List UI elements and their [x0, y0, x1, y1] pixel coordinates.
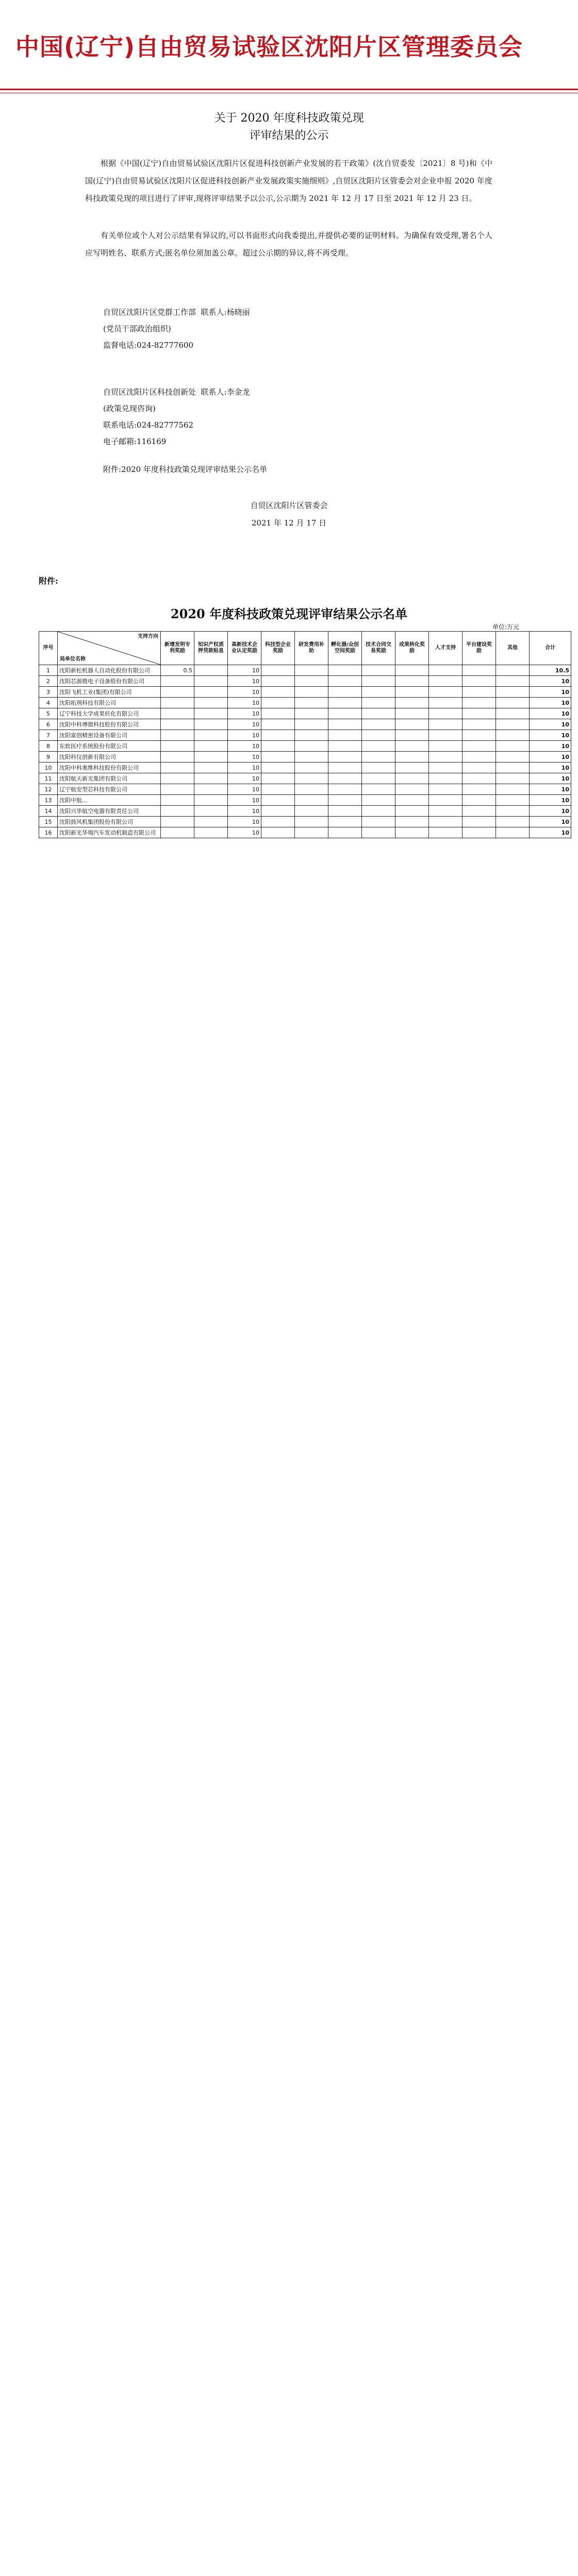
- cell-total: 10: [530, 676, 571, 687]
- header-col: 人才支持: [429, 632, 463, 665]
- list-title: 2020 年度科技政策兑现评审结果公示名单: [170, 606, 408, 621]
- table-row: [39, 827, 571, 838]
- cell-total: 10: [530, 741, 571, 752]
- cell-value: [161, 817, 194, 827]
- notice-title-line2: 评审结果的公示: [249, 129, 329, 142]
- attachment-reference: 附件:2020 年度科技政策兑现评审结果公示名单: [103, 465, 267, 474]
- cell-value: [362, 676, 395, 687]
- cell-value: [161, 687, 194, 698]
- cell-value: [194, 784, 228, 795]
- table-row: [39, 698, 571, 708]
- cell-value: [261, 784, 295, 795]
- cell-total: 10: [530, 730, 571, 741]
- cell-value: [463, 676, 496, 687]
- cell-total: 10: [530, 708, 571, 719]
- cell-value: [328, 827, 362, 838]
- cell-value: [295, 687, 328, 698]
- cell-value: [429, 708, 463, 719]
- cell-value: [194, 752, 228, 762]
- cell-value: 10: [228, 665, 261, 676]
- cell-total: 10.5: [530, 665, 571, 676]
- cell-value: [429, 741, 463, 752]
- cell-value: [328, 817, 362, 827]
- table-row: [39, 676, 571, 687]
- cell-no: 12: [39, 784, 58, 795]
- attachment-label: 附件:: [39, 576, 58, 586]
- cell-value: [194, 827, 228, 838]
- cell-value: [395, 741, 429, 752]
- table-row: [39, 752, 571, 762]
- cell-company: 沈阳芯源微电子设备股份有限公司: [58, 676, 161, 687]
- cell-value: [395, 687, 429, 698]
- cell-value: [194, 795, 228, 806]
- cell-value: [395, 665, 429, 676]
- cell-value: 10: [228, 817, 261, 827]
- cell-value: [295, 827, 328, 838]
- cell-value: [261, 762, 295, 773]
- cell-value: 10: [228, 730, 261, 741]
- table-header-row: [39, 632, 571, 665]
- cell-value: [429, 719, 463, 730]
- cell-value: [295, 698, 328, 708]
- cell-value: [295, 773, 328, 784]
- cell-value: [295, 752, 328, 762]
- cell-value: [194, 741, 228, 752]
- cell-value: [463, 687, 496, 698]
- cell-value: [362, 687, 395, 698]
- cell-value: [161, 795, 194, 806]
- cell-value: [429, 687, 463, 698]
- cell-value: [261, 676, 295, 687]
- cell-value: [362, 773, 395, 784]
- cell-value: [362, 719, 395, 730]
- cell-value: [496, 784, 530, 795]
- cell-value: [496, 676, 530, 687]
- cell-company: 沈阳科仪创新有限公司: [58, 752, 161, 762]
- cell-value: [362, 762, 395, 773]
- cell-value: [328, 752, 362, 762]
- cell-value: [261, 719, 295, 730]
- cell-total: 10: [530, 762, 571, 773]
- header-col: 新增发明专利奖励: [161, 632, 194, 665]
- cell-value: [261, 806, 295, 817]
- cell-value: [194, 708, 228, 719]
- cell-value: 10: [228, 676, 261, 687]
- cell-value: [328, 784, 362, 795]
- cell-value: [362, 827, 395, 838]
- header-no: 序号: [39, 632, 58, 665]
- cell-value: [429, 827, 463, 838]
- cell-no: 15: [39, 817, 58, 827]
- header-col: 成果转化奖励: [395, 632, 429, 665]
- cell-value: [295, 741, 328, 752]
- cell-value: [395, 806, 429, 817]
- signature-org: 自贸区沈阳片区管委会: [250, 501, 328, 510]
- table-row: [39, 784, 571, 795]
- cell-value: [161, 698, 194, 708]
- cell-value: [194, 719, 228, 730]
- cell-value: [429, 817, 463, 827]
- table-row: [39, 806, 571, 817]
- table-row: [39, 687, 571, 698]
- cell-company: 沈阳鼓风机集团股份有限公司: [58, 817, 161, 827]
- cell-value: [161, 730, 194, 741]
- cell-value: [194, 762, 228, 773]
- cell-value: [463, 698, 496, 708]
- cell-no: 3: [39, 687, 58, 698]
- cell-value: [429, 784, 463, 795]
- cell-value: [261, 698, 295, 708]
- cell-no: 16: [39, 827, 58, 838]
- cell-value: [496, 730, 530, 741]
- cell-no: 10: [39, 762, 58, 773]
- cell-value: [496, 762, 530, 773]
- cell-no: 14: [39, 806, 58, 817]
- corner-top-label: 支持方向: [138, 634, 158, 639]
- cell-value: [395, 817, 429, 827]
- cell-value: [362, 665, 395, 676]
- cell-value: [496, 806, 530, 817]
- cell-no: 8: [39, 741, 58, 752]
- cell-value: [496, 708, 530, 719]
- cell-value: [194, 730, 228, 741]
- cell-value: [328, 806, 362, 817]
- cell-value: [463, 719, 496, 730]
- cell-value: [496, 795, 530, 806]
- cell-value: [395, 730, 429, 741]
- cell-value: [295, 708, 328, 719]
- cell-no: 13: [39, 795, 58, 806]
- cell-value: 10: [228, 708, 261, 719]
- cell-total: 10: [530, 719, 571, 730]
- signature-date: 2021 年 12 月 17 日: [251, 518, 327, 528]
- cell-value: [463, 773, 496, 784]
- cell-total: 10: [530, 687, 571, 698]
- cell-value: [429, 698, 463, 708]
- cell-value: [463, 827, 496, 838]
- cell-value: [161, 752, 194, 762]
- header-col: 科技型企业奖励: [261, 632, 295, 665]
- cell-value: [362, 752, 395, 762]
- cell-value: [496, 741, 530, 752]
- cell-value: [328, 719, 362, 730]
- cell-value: 10: [228, 762, 261, 773]
- cell-total: 10: [530, 698, 571, 708]
- header-total: 合计: [530, 632, 571, 665]
- cell-value: [429, 730, 463, 741]
- cell-value: [295, 719, 328, 730]
- cell-value: [395, 752, 429, 762]
- cell-value: [261, 752, 295, 762]
- cell-value: 10: [228, 806, 261, 817]
- cell-value: [395, 762, 429, 773]
- header-col: 平台建设奖励: [463, 632, 496, 665]
- cell-total: 10: [530, 817, 571, 827]
- cell-value: 10: [228, 741, 261, 752]
- cell-value: [395, 784, 429, 795]
- cell-value: [295, 665, 328, 676]
- cell-total: 10: [530, 827, 571, 838]
- table-row: [39, 730, 571, 741]
- cell-value: [463, 752, 496, 762]
- cell-company: 沈阳中科博微科技股份有限公司: [58, 719, 161, 730]
- cell-value: [463, 741, 496, 752]
- cell-value: [395, 708, 429, 719]
- cell-value: [161, 762, 194, 773]
- notice-page: [0, 0, 578, 536]
- cell-company: 沈阳中航...: [58, 795, 161, 806]
- cell-company: 沈阳新光华翔汽车发动机制造有限公司: [58, 827, 161, 838]
- cell-value: [429, 762, 463, 773]
- notice-paragraph-2: 有关单位或个人对公示结果有异议的,可以书面形式向我委提出,并提供必要的证明材料。为确保有效受理,署名个人应写明姓名、联系方式;匿名单位须加盖公章。超过公示期的异议,将不再受理。: [85, 231, 492, 258]
- header-col: 孵化器/众创空间奖励: [328, 632, 362, 665]
- cell-value: [328, 730, 362, 741]
- cell-value: [362, 708, 395, 719]
- cell-value: [161, 773, 194, 784]
- cell-company: 沈阳新松机器人自动化股份有限公司: [58, 665, 161, 676]
- cell-value: [362, 741, 395, 752]
- table-row: [39, 762, 571, 773]
- cell-value: [429, 665, 463, 676]
- cell-value: [261, 741, 295, 752]
- cell-value: [295, 795, 328, 806]
- cell-value: [194, 817, 228, 827]
- cell-value: [161, 827, 194, 838]
- cell-value: [463, 665, 496, 676]
- cell-value: [194, 698, 228, 708]
- unit-note: 单位:万元: [492, 623, 520, 631]
- cell-value: [328, 676, 362, 687]
- header-corner: [58, 632, 161, 665]
- cell-value: 10: [228, 827, 261, 838]
- cell-value: 10: [228, 795, 261, 806]
- cell-value: [429, 676, 463, 687]
- contact-block-1: 自贸区沈阳片区党群工作部 联系人:杨晓丽 (党员干部政治组织) 监督电话:024-82777600: [103, 308, 250, 350]
- header-col: 其他: [496, 632, 530, 665]
- cell-value: [463, 784, 496, 795]
- cell-value: [328, 687, 362, 698]
- results-table: [39, 631, 571, 838]
- cell-no: 11: [39, 773, 58, 784]
- cell-value: [261, 817, 295, 827]
- cell-company: 辽宁科技大学成果转化有限公司: [58, 708, 161, 719]
- cell-value: [463, 817, 496, 827]
- cell-company: 沈阳中科奥维科技股份有限公司: [58, 762, 161, 773]
- cell-value: [429, 806, 463, 817]
- cell-value: [463, 708, 496, 719]
- cell-value: [496, 773, 530, 784]
- cell-value: [328, 698, 362, 708]
- cell-value: [161, 741, 194, 752]
- cell-value: [395, 773, 429, 784]
- cell-value: [463, 806, 496, 817]
- cell-company: 沈阳兴华航空电器有限责任公司: [58, 806, 161, 817]
- cell-no: 9: [39, 752, 58, 762]
- notice-title-line1: 关于 2020 年度科技政策兑现: [214, 112, 364, 125]
- cell-value: 0.5: [161, 665, 194, 676]
- cell-value: [429, 795, 463, 806]
- cell-value: [295, 806, 328, 817]
- cell-company: 东软医疗系统股份有限公司: [58, 741, 161, 752]
- letterhead-rule: [0, 89, 578, 90]
- cell-value: [295, 762, 328, 773]
- cell-value: [362, 698, 395, 708]
- cell-value: [261, 773, 295, 784]
- cell-value: [496, 827, 530, 838]
- cell-no: 2: [39, 676, 58, 687]
- cell-value: [161, 719, 194, 730]
- cell-company: 辽宁航安型芯科技有限公司: [58, 784, 161, 795]
- cell-value: [496, 817, 530, 827]
- header-col: 高新技术企业认定奖励: [228, 632, 261, 665]
- cell-value: [328, 665, 362, 676]
- table-row: [39, 708, 571, 719]
- cell-value: [194, 687, 228, 698]
- table-row: [39, 773, 571, 784]
- cell-value: [328, 741, 362, 752]
- cell-value: [295, 676, 328, 687]
- corner-bottom-label: 局单位名称: [60, 656, 86, 662]
- cell-value: [161, 708, 194, 719]
- cell-value: [261, 827, 295, 838]
- cell-value: [295, 730, 328, 741]
- table-row: [39, 741, 571, 752]
- header-col: 技术合同交易奖励: [362, 632, 395, 665]
- cell-value: [328, 708, 362, 719]
- cell-value: [261, 795, 295, 806]
- cell-value: [194, 665, 228, 676]
- cell-no: 1: [39, 665, 58, 676]
- cell-company: 沈阳航天新光集团有限公司: [58, 773, 161, 784]
- cell-value: [362, 806, 395, 817]
- cell-total: 10: [530, 784, 571, 795]
- cell-value: [261, 730, 295, 741]
- cell-total: 10: [530, 752, 571, 762]
- cell-value: [362, 817, 395, 827]
- cell-value: [463, 795, 496, 806]
- cell-total: 10: [530, 773, 571, 784]
- cell-value: [395, 719, 429, 730]
- cell-value: [429, 773, 463, 784]
- cell-value: [295, 817, 328, 827]
- contact-block-2: 自贸区沈阳片区科技创新处 联系人:李金龙 (政策兑现咨询) 联系电话:024-82777562 电子邮箱:116169: [103, 387, 250, 446]
- cell-total: 10: [530, 806, 571, 817]
- cell-value: [328, 795, 362, 806]
- cell-no: 4: [39, 698, 58, 708]
- cell-value: [295, 784, 328, 795]
- header-col: 知识产权质押贷款贴息: [194, 632, 228, 665]
- cell-value: [395, 795, 429, 806]
- cell-value: [496, 752, 530, 762]
- cell-value: [395, 676, 429, 687]
- cell-value: 10: [228, 784, 261, 795]
- cell-company: 沈阳拓荆科技有限公司: [58, 698, 161, 708]
- cell-no: 7: [39, 730, 58, 741]
- cell-value: [194, 806, 228, 817]
- cell-value: 10: [228, 687, 261, 698]
- cell-value: [328, 762, 362, 773]
- cell-no: 5: [39, 708, 58, 719]
- table-row: [39, 817, 571, 827]
- cell-company: 沈阳富创精密设备有限公司: [58, 730, 161, 741]
- table-row: [39, 719, 571, 730]
- cell-value: [496, 698, 530, 708]
- cell-value: [161, 806, 194, 817]
- cell-value: [194, 676, 228, 687]
- cell-value: [496, 665, 530, 676]
- cell-value: [496, 719, 530, 730]
- cell-value: [261, 665, 295, 676]
- cell-company: 沈阳飞机工业(集团)有限公司: [58, 687, 161, 698]
- cell-value: [261, 687, 295, 698]
- header-col: 研发费用补助: [295, 632, 328, 665]
- cell-no: 6: [39, 719, 58, 730]
- cell-value: [463, 730, 496, 741]
- cell-value: [395, 698, 429, 708]
- notice-paragraph-1: 根据《中国(辽宁)自由贸易试验区沈阳片区促进科技创新产业发展的若干政策》(沈自贸委发〔2021〕8 号)和《中国(辽宁)自由贸易试验区沈阳片区促进科技创新产业发展政策实施细则》,自贸区沈阳片区管委会对企业申报 2020 年度科技政策兑现的项目进行了评审,现将评审结果予以公示,公示期为 2021 年 12 月 17 日至 2021 年 12 月 23 日。: [85, 159, 492, 203]
- cell-value: [496, 687, 530, 698]
- cell-value: [362, 784, 395, 795]
- cell-value: 10: [228, 698, 261, 708]
- cell-value: 10: [228, 773, 261, 784]
- cell-value: 10: [228, 719, 261, 730]
- cell-value: [362, 730, 395, 741]
- cell-value: [429, 752, 463, 762]
- cell-value: [328, 773, 362, 784]
- cell-value: [395, 827, 429, 838]
- letterhead-title: 中国(辽宁)自由贸易试验区沈阳片区管理委员会: [15, 33, 523, 61]
- cell-value: [463, 762, 496, 773]
- cell-value: [161, 676, 194, 687]
- cell-total: 10: [530, 795, 571, 806]
- cell-value: [362, 795, 395, 806]
- table-row: [39, 795, 571, 806]
- cell-value: 10: [228, 752, 261, 762]
- cell-value: [194, 773, 228, 784]
- cell-value: [261, 708, 295, 719]
- table-row: [39, 665, 571, 676]
- cell-value: [161, 784, 194, 795]
